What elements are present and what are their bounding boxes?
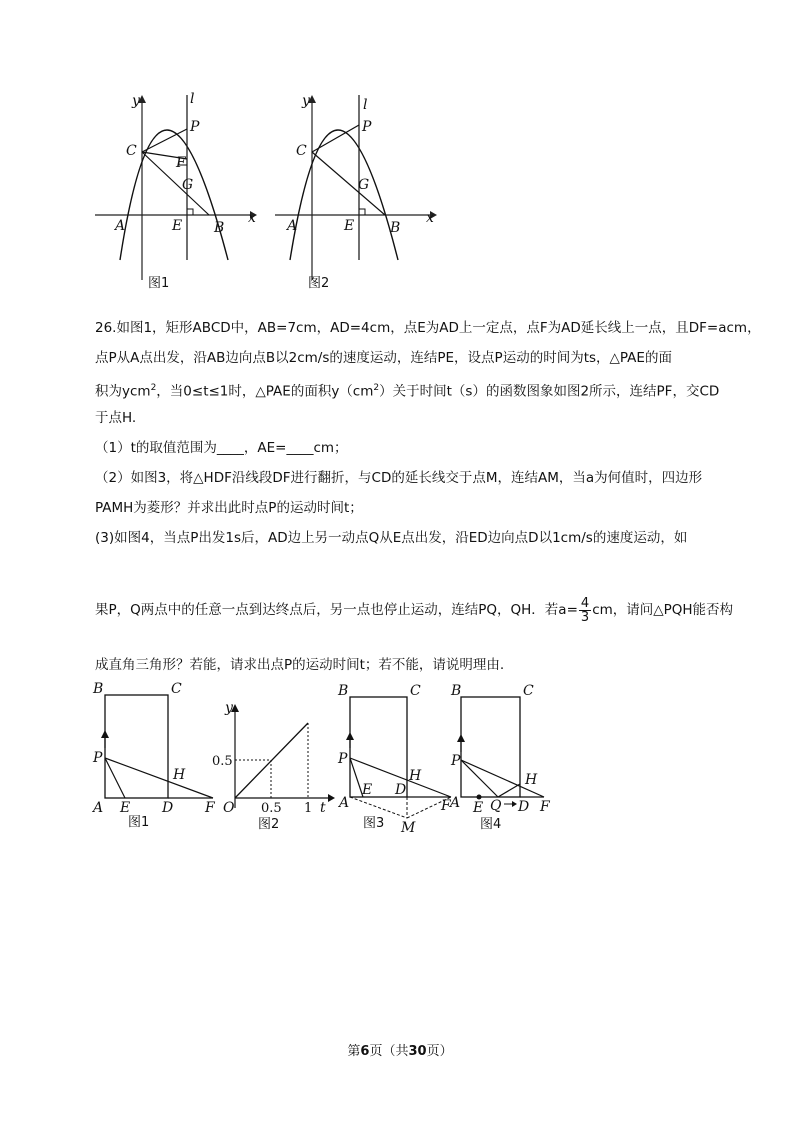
label-A: A [287,218,298,234]
label-P: P [451,753,461,769]
label-B: B [390,220,401,236]
label-B: B [451,683,462,699]
label-G: G [358,177,370,193]
label-F: F [176,155,186,171]
figure-caption: 图4 [480,817,502,832]
bottom-figure-4 [448,680,578,840]
label-A: A [450,795,461,811]
label-E: E [120,800,131,816]
problem-line-3 [95,378,719,402]
figure-caption: 图1 [148,276,170,291]
question-3-line-1: (3)如图4，当点P出发1s后，AD边上另一动点Q从E点出发，沿ED边向点D以1cm/s的速度运动，如 [95,530,688,546]
figure-caption: 图1 [128,815,150,830]
question-2-line-2: PAMH为菱形？并求出此时点P的运动时间t； [95,500,363,516]
bottom-figure-1 [88,678,223,838]
label-F: F [441,798,451,814]
label-C: C [296,143,307,159]
label-P: P [93,750,103,766]
footer-text: 页） [426,1044,453,1059]
label-D: D [162,800,174,816]
question-2-line-1: （2）如图3，将△HDF沿线段DF进行翻折，与CD的延长线交于点M，连结AM，当a为何值时，四边形 [95,470,703,486]
label-P: P [190,119,200,135]
label-t: t [320,800,326,816]
tick-y-0.5: 0.5 [212,754,233,769]
label-M: M [401,820,416,836]
label-B: B [214,220,225,236]
label-Q: Q [490,798,502,814]
figure-caption: 图2 [258,817,280,832]
fraction [579,597,591,624]
superscript: 2 [150,383,157,393]
label-A: A [93,800,104,816]
footer-text: 页（共 [369,1044,409,1059]
label-y: y [302,93,310,109]
label-x: x [426,210,434,226]
label-C: C [126,143,137,159]
label-l: l [363,97,368,113]
label-E: E [473,800,484,816]
text: cm，请问△PQH能否构 [592,602,734,618]
top-figure-1 [90,85,260,295]
label-E: E [362,782,373,798]
label-B: B [93,681,104,697]
label-F: F [540,799,550,815]
figure-caption: 图3 [363,816,385,831]
label-O: O [223,800,235,816]
footer-text: 第 [347,1044,361,1059]
tick-x-1: 1 [304,801,313,816]
label-D: D [395,782,407,798]
text: 积为ycm [95,383,151,400]
text: ，当0≤t≤1时，△PAE的面积y（cm [156,383,374,400]
question-1: （1）t的取值范围为____，AE=____cm； [95,440,348,456]
label-A: A [339,795,350,811]
label-G: G [182,177,194,193]
label-C: C [171,681,182,697]
label-x: x [248,210,256,226]
page-footer [0,1040,800,1059]
bottom-figure-3 [333,680,463,840]
label-C: C [523,683,534,699]
label-A: A [115,218,126,234]
fraction-numerator: 4 [580,595,590,611]
page-number: 6 [360,1044,370,1059]
fraction-denominator: 3 [580,609,590,625]
label-E: E [172,218,183,234]
label-l: l [190,91,195,107]
total-pages: 30 [408,1044,427,1059]
bottom-figure-2 [212,698,335,838]
label-P: P [338,751,348,767]
text: 果P，Q两点中的任意一点到达终点后，另一点也停止运动，连结PQ，QH．若a= [95,602,578,618]
label-H: H [173,767,186,783]
label-E: E [344,218,355,234]
problem-line-2: 点P从A点出发，沿AB边向点B以2cm/s的速度运动，连结PE，设点P运动的时间为ts，△PAE的面 [95,350,672,366]
label-C: C [410,683,421,699]
label-P: P [362,119,372,135]
label-H: H [525,772,538,788]
superscript: 2 [373,383,380,393]
question-3-line-3: 成直角三角形？若能，请求出点P的运动时间t；若不能，请说明理由. [95,657,505,673]
label-F: F [205,800,215,816]
label-H: H [409,768,422,784]
label-y: y [132,93,140,109]
figure-caption: 图2 [308,276,330,291]
label-y: y [225,700,233,716]
problem-line-1: 26.如图1，矩形ABCD中，AB=7cm，AD=4cm，点E为AD上一定点，点F为AD延长线上一点，且DF=acm， [95,320,761,336]
label-B: B [338,683,349,699]
label-D: D [518,799,530,815]
top-figure-2 [270,85,440,295]
tick-x-0.5: 0.5 [261,801,282,816]
question-3-line-2 [95,590,733,630]
text: ）关于时间t（s）的函数图象如图2所示，连结PF，交CD [379,383,720,400]
problem-line-4: 于点H. [95,410,137,426]
